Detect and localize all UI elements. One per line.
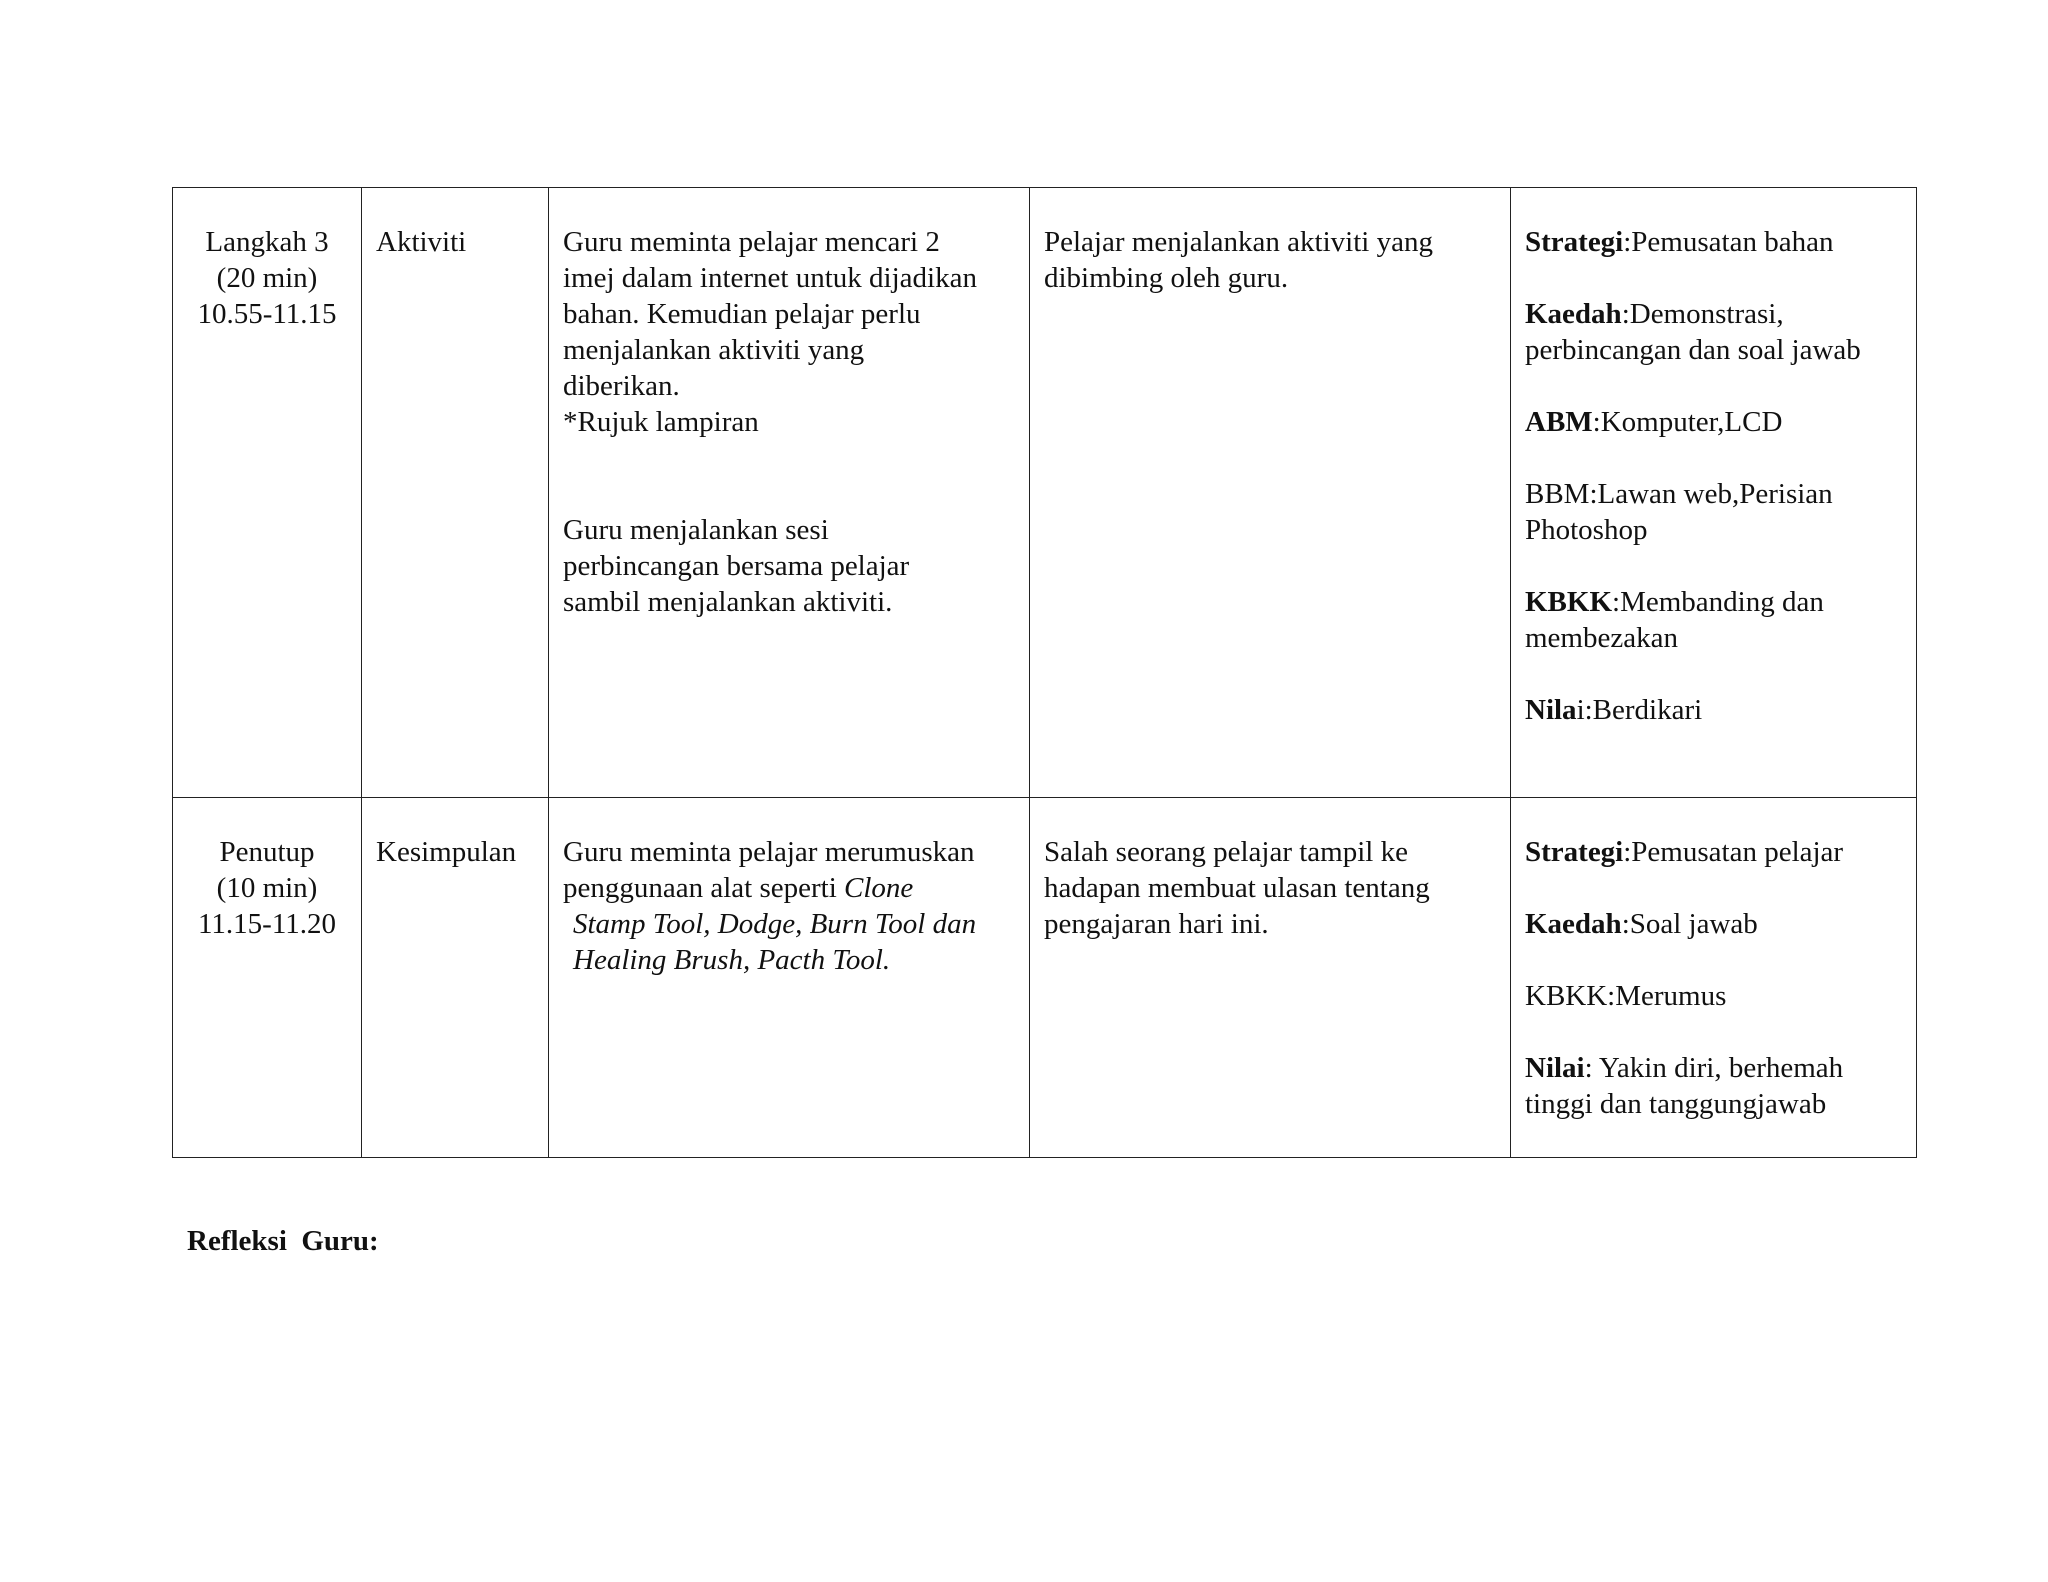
text-line: tinggi dan tanggungjawab <box>1525 1088 1827 1120</box>
student-activity-cell <box>1030 798 1511 1158</box>
nilai-label: Nila <box>1525 694 1577 726</box>
text-line: diberikan. <box>563 370 680 402</box>
abm-value: :Komputer,LCD <box>1592 406 1783 438</box>
lesson-plan-table <box>172 187 1917 1158</box>
nilai-value: : Yakin diri, berhemah <box>1584 1052 1844 1084</box>
tool-names: Stamp Tool, Dodge, Burn Tool dan <box>573 908 977 940</box>
text-line: Guru meminta pelajar mencari 2 <box>563 226 940 258</box>
kaedah-label: Kaedah <box>1525 298 1622 330</box>
text-line: Guru menjalankan sesi <box>563 514 829 546</box>
strategi-note <box>1525 224 1902 260</box>
kaedah-note <box>1525 296 1902 332</box>
text-line: *Rujuk lampiran <box>563 406 759 438</box>
text-line: bahan. Kemudian pelajar perlu <box>563 298 921 330</box>
nilai-label: Nilai <box>1525 1052 1585 1084</box>
step-cell <box>173 798 362 1158</box>
table-row <box>173 188 1917 798</box>
text-line: pengajaran hari ini. <box>1044 908 1269 940</box>
strategi-label: Strategi <box>1525 226 1624 258</box>
text-line: Photoshop <box>1525 514 1648 546</box>
text-line: dibimbing oleh guru. <box>1044 262 1289 294</box>
text-line: Pelajar menjalankan aktiviti yang <box>1044 226 1433 258</box>
text-line: imej dalam internet untuk dijadikan <box>563 262 977 294</box>
strategi-value: :Pemusatan pelajar <box>1623 836 1844 868</box>
strategi-label: Strategi <box>1525 836 1624 868</box>
kbkk-note <box>1525 584 1902 620</box>
step-title: Langkah 3 <box>205 226 329 258</box>
step-duration: (10 min) <box>216 872 318 904</box>
tool-name: Clone <box>844 872 914 904</box>
teacher-activity-cell <box>549 798 1030 1158</box>
text-line: Guru meminta pelajar merumuskan <box>563 836 975 868</box>
phase-label: Kesimpulan <box>376 836 517 868</box>
phase-cell <box>362 188 549 798</box>
teacher-activity-cell <box>549 188 1030 798</box>
step-time: 11.15-11.20 <box>197 908 336 940</box>
notes-cell <box>1511 188 1917 798</box>
kaedah-value: :Demonstrasi, <box>1621 298 1784 330</box>
notes-cell <box>1511 798 1917 1158</box>
abm-label: ABM <box>1525 406 1593 438</box>
kaedah-label: Kaedah <box>1525 908 1622 940</box>
phase-label: Aktiviti <box>376 226 467 258</box>
text-line: Salah seorang pelajar tampil ke <box>1044 836 1408 868</box>
text-line <box>563 870 1015 906</box>
step-time: 10.55-11.15 <box>197 298 337 330</box>
kbkk-value: :Membanding dan <box>1612 586 1824 618</box>
kbkk-label: KBKK <box>1525 586 1613 618</box>
tool-names: Healing Brush, Pacth Tool. <box>573 944 891 976</box>
abm-note <box>1525 404 1902 440</box>
kaedah-value: :Soal jawab <box>1621 908 1758 940</box>
table-row <box>173 798 1917 1158</box>
text-line: sambil menjalankan aktiviti. <box>563 586 893 618</box>
strategi-note <box>1525 834 1902 870</box>
text-plain: penggunaan alat seperti <box>563 872 845 904</box>
text-line: hadapan membuat ulasan tentang <box>1044 872 1430 904</box>
text-line: menjalankan aktiviti yang <box>563 334 865 366</box>
nilai-note <box>1525 1050 1902 1086</box>
nilai-value: i:Berdikari <box>1576 694 1703 726</box>
phase-cell <box>362 798 549 1158</box>
text-line: membezakan <box>1525 622 1678 654</box>
kbkk-note: KBKK:Merumus <box>1525 980 1727 1012</box>
step-cell <box>173 188 362 798</box>
kaedah-note <box>1525 906 1902 942</box>
text-line: perbincangan bersama pelajar <box>563 550 910 582</box>
strategi-value: :Pemusatan bahan <box>1623 226 1834 258</box>
reflection-heading: Refleksi Guru: <box>187 1225 379 1257</box>
text-line: perbincangan dan soal jawab <box>1525 334 1861 366</box>
step-title: Penutup <box>219 836 315 868</box>
student-activity-cell <box>1030 188 1511 798</box>
bbm-note: BBM:Lawan web,Perisian <box>1525 478 1833 510</box>
nilai-note <box>1525 692 1902 728</box>
step-duration: (20 min) <box>216 262 318 294</box>
